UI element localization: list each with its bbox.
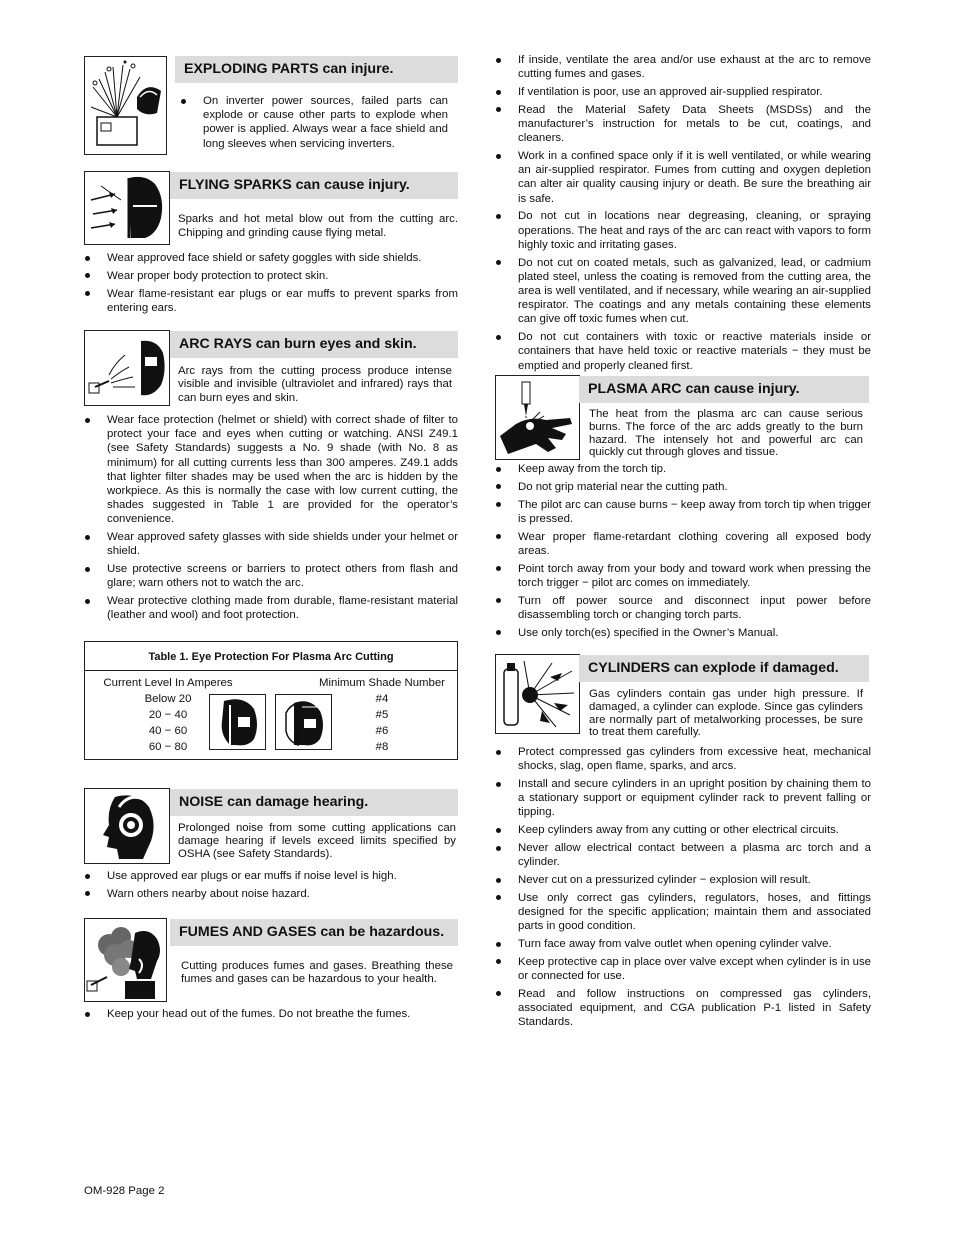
bullet-dot (496, 895, 501, 900)
list-item: Do not cut in locations near degreasing, cleaning, or spraying operations. The heat and rays of the arc can react with vapors to form highly toxic and irritating gases. (495, 209, 871, 252)
list-item: Do not grip material near the cutting path. (495, 480, 871, 494)
table-cell: 40 − 60 (148, 725, 188, 738)
list-item: Wear flame-resistant ear plugs or ear muffs to prevent sparks from entering ears. (84, 287, 458, 315)
bullet-dot (496, 566, 501, 571)
exploding-parts-icon (84, 56, 167, 155)
list-item: Use only torch(es) specified in the Owner’s Manual. (495, 626, 871, 640)
flying-sparks-section (84, 171, 458, 321)
page-footer: OM-928 Page 2 (84, 1185, 165, 1197)
list-item: Keep protective cap in place over valve except when cylinder is in use or connected for use. (495, 955, 871, 983)
exploding-parts-bullets (180, 94, 448, 154)
list-item: Read and follow instructions on compressed gas cylinders, associated equipment, and CGA publication P-1 listed in Safety Standards. (495, 987, 871, 1030)
bullet-dot (496, 58, 501, 63)
noise-section (84, 788, 458, 908)
bullet-dot (496, 154, 501, 159)
bullet-dot (496, 484, 501, 489)
list-item: Install and secure cylinders in an upright position by chaining them to a stationary support or equipment cylinder rack to prevent falling or tipping. (495, 777, 871, 820)
arc-rays-icon (84, 330, 170, 406)
bullet-dot (496, 846, 501, 851)
list-item: Work in a confined space only if it is well ventilated, or while wearing an air-supplied respirator. Fumes from cutting and oxygen depletion can alter air quality causing injury or death. Be sure the breathing air is safe. (495, 149, 871, 206)
cylinders-title: CYLINDERS can explode if damaged. (579, 655, 869, 682)
arc-rays-section (84, 330, 458, 630)
plasma-arc-hand-icon (495, 375, 580, 460)
list-item: Do not cut containers with toxic or reactive materials inside or containers that have held toxic or reactive materials − they must be emptied and properly cleaned first. (495, 330, 871, 373)
list-item: Read the Material Safety Data Sheets (MSDSs) and the manufacturer’s instruction for metals to be cut, coatings, and cleaners. (495, 103, 871, 146)
bullet-dot (85, 256, 90, 261)
bullet-dot (496, 214, 501, 219)
table-cell: #8 (375, 741, 389, 754)
flying-sparks-icon (84, 171, 170, 245)
bullet-dot (85, 291, 90, 296)
list-item: Protect compressed gas cylinders from excessive heat, mechanical shocks, slag, open flame, sparks, and arcs. (495, 745, 871, 773)
arc-rays-title: ARC RAYS can burn eyes and skin. (170, 331, 458, 358)
fumes-bullets (84, 1007, 458, 1025)
bullet-dot (85, 891, 90, 896)
face-shield-icon (275, 694, 332, 750)
plasma-arc-section (495, 375, 871, 645)
table-cell: 60 − 80 (148, 741, 188, 754)
fumes-title: FUMES AND GASES can be hazardous. (170, 919, 458, 946)
plasma-arc-title: PLASMA ARC can cause injury. (579, 376, 869, 403)
exploding-parts-section (84, 56, 458, 156)
table-cell: Below 20 (144, 693, 192, 706)
list-item: Turn off power source and disconnect input power before disassembling torch or changing torch parts. (495, 594, 871, 622)
bullet-dot (496, 260, 501, 265)
list-item: Do not cut on coated metals, such as galvanized, lead, or cadmium plated steel, unless the coating is removed from the cutting area, the area is well ventilated, and if necessary, while wearing an air-supplied respirator. The coatings and any metals containing these elements can give off toxic fumes when cut. (495, 256, 871, 327)
flying-sparks-bullets (84, 251, 458, 319)
bullet-dot (496, 630, 501, 635)
bullet-dot (496, 942, 501, 947)
column-header: Current Level In Amperes (103, 677, 233, 689)
bullet-dot (85, 273, 90, 278)
noise-title: NOISE can damage hearing. (170, 789, 458, 816)
bullet-dot (85, 599, 90, 604)
table-cell: #4 (375, 693, 389, 706)
bullet-dot (496, 107, 501, 112)
bullet-dot (496, 782, 501, 787)
bullet-dot (85, 567, 90, 572)
bullet-dot (496, 878, 501, 883)
bullet-dot (496, 959, 501, 964)
bullet-dot (496, 467, 501, 472)
bullet-dot (496, 335, 501, 340)
fumes-section (84, 918, 458, 1028)
noise-intro: Prolonged noise from some cutting applications can damage hearing if levels exceed limits specified by OSHA (see Safety Standards). (178, 822, 456, 861)
cylinders-bullets (495, 745, 871, 1033)
table-cell: #6 (375, 725, 389, 738)
list-item: Wear proper flame-retardant clothing covering all exposed body areas. (495, 530, 871, 558)
eye-protection-table (84, 641, 458, 760)
list-item: If ventilation is poor, use an approved air-supplied respirator. (495, 85, 871, 99)
list-item: On inverter power sources, failed parts can explode or cause other parts to explode when power is applied. Always wear a face shield and long sleeves when servicing inverters. (180, 94, 448, 151)
table-title: Table 1. Eye Protection For Plasma Arc Cutting (85, 642, 457, 671)
bullet-dot (496, 502, 501, 507)
list-item: Keep cylinders away from any cutting or other electrical circuits. (495, 823, 871, 837)
list-item: Turn face away from valve outlet when opening cylinder valve. (495, 937, 871, 951)
welding-helmet-icon (209, 694, 266, 750)
flying-sparks-title: FLYING SPARKS can cause injury. (170, 172, 458, 199)
list-item: Never allow electrical contact between a plasma arc torch and a cylinder. (495, 841, 871, 869)
bullet-dot (496, 90, 501, 95)
bullet-dot (496, 750, 501, 755)
list-item: Wear face protection (helmet or shield) with correct shade of filter to protect your face and eyes when cutting or watching. ANSI Z49.1 (see Safety Standards) suggests a No. 9 shade (with No. 8 as minimum) for all cutting currents less than 300 amperes. Z49.1 adds that lighter filter shades may be used when the arc is hidden by the workpiece. As this is normally the case with low current cutting, the shades suggested in Table 1 are provided for the operator’s convenience. (84, 413, 458, 527)
bullet-dot (496, 991, 501, 996)
list-item: Warn others nearby about noise hazard. (84, 887, 458, 901)
arc-rays-intro: Arc rays from the cutting process produce intense visible and invisible (ultraviolet and infrared) rays that can burn eyes and skin. (178, 365, 452, 404)
noise-bullets (84, 869, 458, 905)
cylinder-explosion-icon (495, 654, 580, 734)
plasma-arc-bullets (495, 462, 871, 643)
exploding-parts-title: EXPLODING PARTS can injure. (175, 56, 458, 83)
list-item: If inside, ventilate the area and/or use exhaust at the arc to remove cutting fumes and gases. (495, 53, 871, 81)
list-item: Wear proper body protection to protect skin. (84, 269, 458, 283)
cylinders-section (495, 654, 871, 1034)
fumes-continued-bullets (495, 53, 871, 376)
column-header: Minimum Shade Number (319, 677, 445, 689)
bullet-dot (85, 535, 90, 540)
arc-rays-bullets (84, 413, 458, 626)
list-item: Use protective screens or barriers to protect others from flash and glare; warn others not to watch the arc. (84, 562, 458, 590)
bullet-dot (496, 534, 501, 539)
bullet-dot (85, 874, 90, 879)
list-item: Wear protective clothing made from durable, flame-resistant material (leather and wool) and foot protection. (84, 594, 458, 622)
table-cell: 20 − 40 (148, 709, 188, 722)
bullet-dot (181, 99, 186, 104)
bullet-dot (85, 418, 90, 423)
hearing-protection-icon (84, 788, 170, 864)
bullet-dot (496, 828, 501, 833)
fumes-intro: Cutting produces fumes and gases. Breathing these fumes and gases can be hazardous to your health. (181, 960, 453, 986)
cylinders-intro: Gas cylinders contain gas under high pressure. If damaged, a cylinder can explode. Since gas cylinders are normally part of metalworking processes, be sure to treat them carefully. (589, 688, 863, 739)
table-cell: #5 (375, 709, 389, 722)
fumes-icon (84, 918, 167, 1002)
list-item: Never cut on a pressurized cylinder − explosion will result. (495, 873, 871, 887)
bullet-dot (85, 1012, 90, 1017)
list-item: Keep away from the torch tip. (495, 462, 871, 476)
bullet-dot (496, 598, 501, 603)
plasma-arc-intro: The heat from the plasma arc can cause serious burns. The force of the arc adds greatly to the burn hazard. The intensely hot and powerful arc can quickly cut through gloves and tissue. (589, 408, 863, 459)
flying-sparks-intro: Sparks and hot metal blow out from the cutting arc. Chipping and grinding cause flying metal. (178, 213, 458, 240)
list-item: Keep your head out of the fumes. Do not breathe the fumes. (84, 1007, 458, 1021)
list-item: Wear approved safety glasses with side shields under your helmet or shield. (84, 530, 458, 558)
list-item: Wear approved face shield or safety goggles with side shields. (84, 251, 458, 265)
list-item: The pilot arc can cause burns − keep away from torch tip when trigger is pressed. (495, 498, 871, 526)
list-item: Point torch away from your body and toward work when pressing the torch trigger − pilot arc comes on immediately. (495, 562, 871, 590)
list-item: Use approved ear plugs or ear muffs if noise level is high. (84, 869, 458, 883)
list-item: Use only correct gas cylinders, regulators, hoses, and fittings designed for the specific application; maintain them and associated parts in good condition. (495, 891, 871, 934)
